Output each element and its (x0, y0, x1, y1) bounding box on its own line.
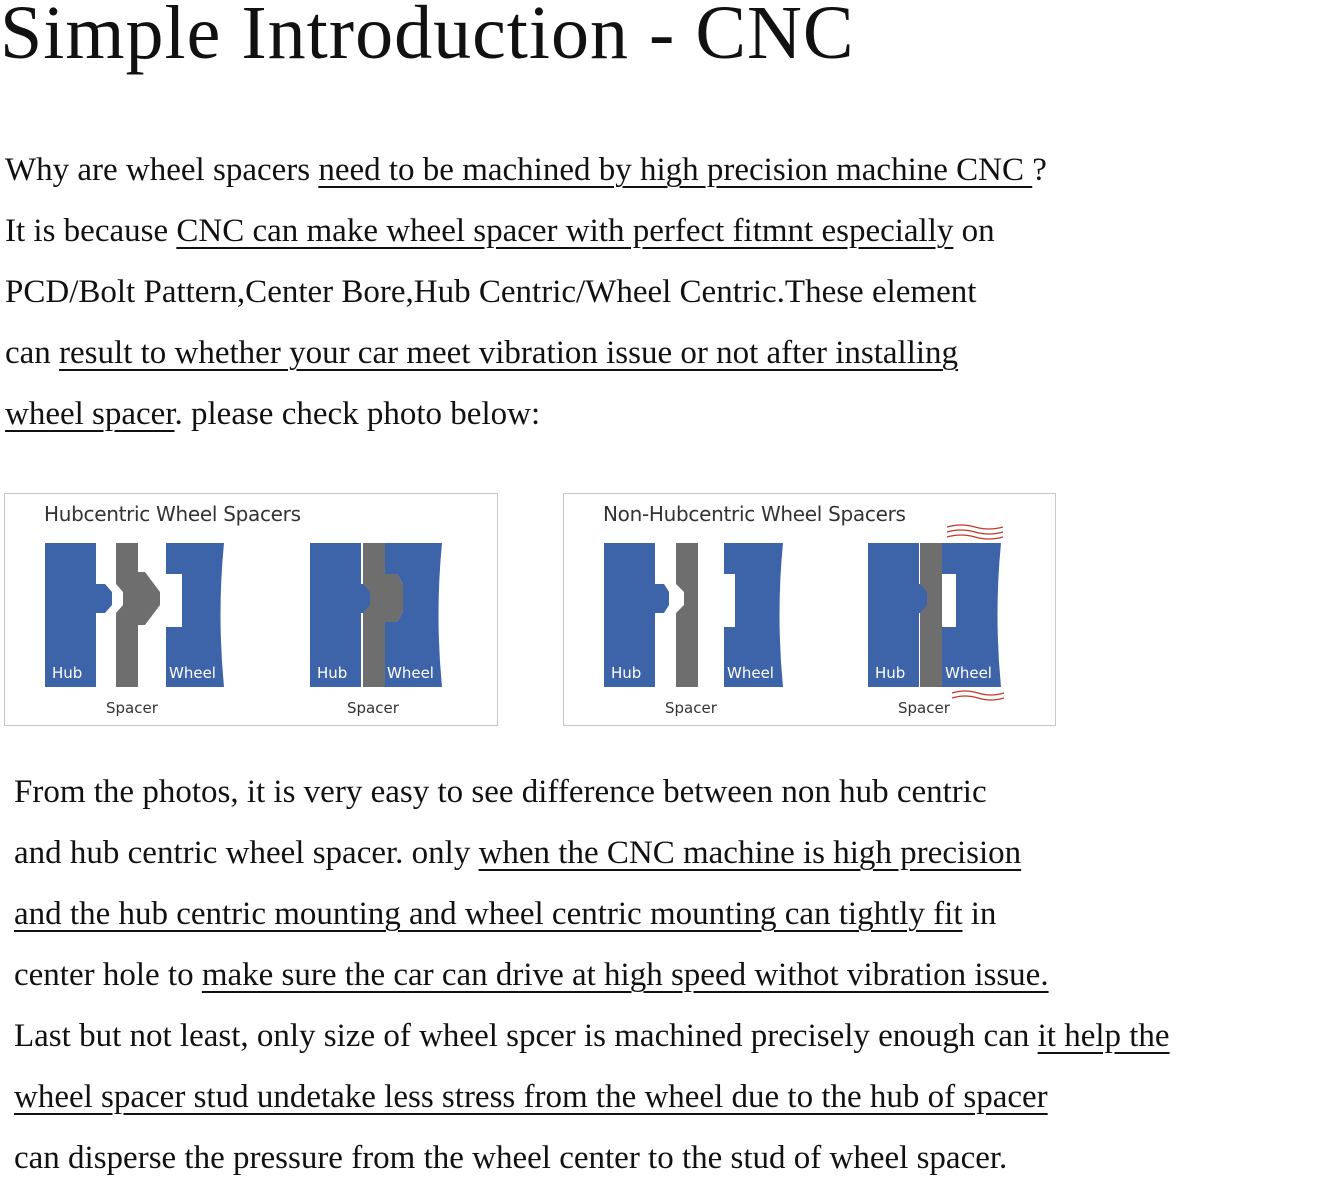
text-line (14, 1006, 1170, 1067)
non-hubcentric-diagram (563, 493, 1056, 726)
wheel-label: Wheel (945, 664, 992, 682)
text-line (14, 1067, 1170, 1128)
wheel-label: Wheel (169, 664, 216, 682)
non-hubcentric-illustration (564, 494, 1055, 725)
spacer-shape (920, 543, 942, 687)
text-segment: center hole to (14, 957, 202, 993)
text-line (14, 762, 1170, 823)
underlined-text: it help the (1037, 1018, 1170, 1054)
underlined-text: and the hub centric mounting and wheel centric mounting can tightly fit (14, 896, 963, 932)
spacer-label: Spacer (347, 699, 399, 717)
hubcentric-illustration (5, 494, 497, 725)
hub-label: Hub (52, 664, 83, 682)
underlined-text: need to be machined by high precision machine CNC (318, 152, 1033, 188)
hub-label: Hub (875, 664, 906, 682)
text-segment: Why are wheel spacers (5, 152, 319, 188)
spacer-shape (116, 543, 160, 687)
spacer-label: Spacer (898, 699, 950, 717)
text-segment: Last but not least, only size of wheel spcer is machined precisely enough can (14, 1018, 1038, 1054)
text-segment: in (962, 896, 997, 932)
text-line (5, 140, 1047, 201)
spacer-shape (676, 543, 698, 687)
page-title: Simple Introduction - CNC (0, 0, 855, 75)
text-segment: From the photos, it is very easy to see difference between non hub centric (14, 774, 987, 810)
text-segment: can (5, 335, 60, 371)
spacer-label: Spacer (106, 699, 158, 717)
text-line (5, 201, 1047, 262)
text-segment: . please check photo below: (174, 396, 541, 432)
hubcentric-diagram-title: Hubcentric Wheel Spacers (44, 502, 301, 526)
spacer-label: Spacer (665, 699, 717, 717)
text-segment: PCD/Bolt Pattern,Center Bore,Hub Centric/Wheel Centric.These element (5, 274, 977, 310)
text-segment: can disperse the pressure from the wheel center to the stud of wheel spacer. (14, 1140, 1008, 1176)
underlined-text: when the CNC machine is high precision (478, 835, 1022, 871)
vibration-marks-bottom (952, 691, 1004, 700)
text-line (14, 945, 1170, 1006)
intro-paragraph (5, 140, 1047, 445)
underlined-text: wheel spacer stud undetake less stress from the wheel due to the hub of spacer (14, 1079, 1048, 1115)
explanation-paragraph (14, 762, 1170, 1189)
underlined-text: wheel spacer (5, 396, 175, 432)
hub-label: Hub (611, 664, 642, 682)
text-segment: and hub centric wheel spacer. only (14, 835, 479, 871)
hubcentric-diagram (4, 493, 498, 726)
hub-label: Hub (317, 664, 348, 682)
text-line (14, 884, 1170, 945)
text-line (5, 262, 1047, 323)
text-segment: It is because (5, 213, 177, 249)
wheel-label: Wheel (727, 664, 774, 682)
non-hubcentric-diagram-title: Non-Hubcentric Wheel Spacers (603, 502, 906, 526)
text-segment: ? (1032, 152, 1047, 188)
text-line (5, 323, 1047, 384)
underlined-text: make sure the car can drive at high speed withot vibration issue. (201, 957, 1049, 993)
underlined-text: CNC can make wheel spacer with perfect fitmnt especially (176, 213, 954, 249)
text-line (14, 823, 1170, 884)
vibration-marks-top (947, 525, 1003, 539)
underlined-text: result to whether your car meet vibration issue or not after installing (59, 335, 959, 371)
text-segment: on (953, 213, 995, 249)
wheel-label: Wheel (387, 664, 434, 682)
text-line (5, 384, 1047, 445)
